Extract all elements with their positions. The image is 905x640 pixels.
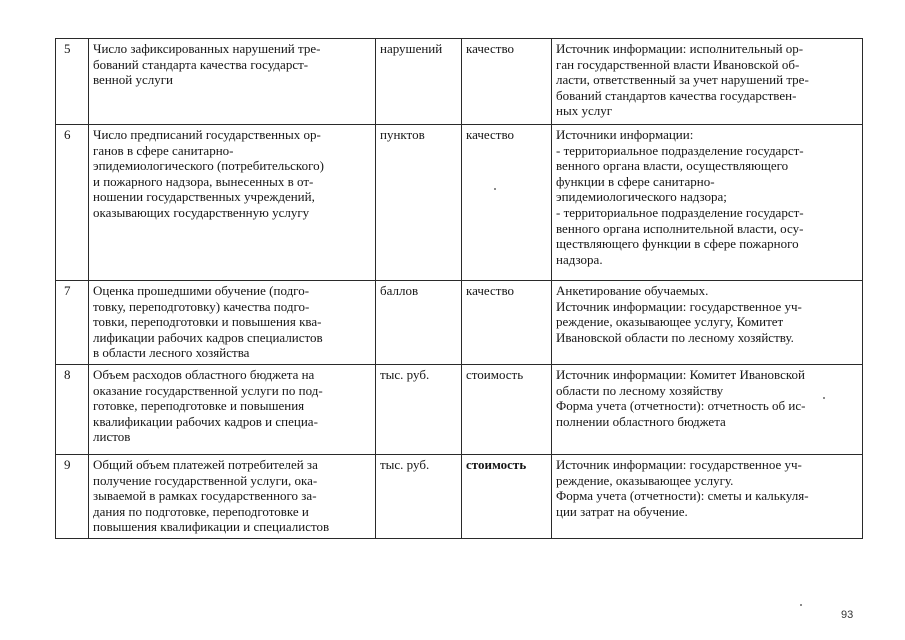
type-cell: [462, 365, 552, 455]
source-line: Источники информации:: [556, 127, 694, 142]
row-number: 9: [56, 455, 89, 539]
source-line: реждение, оказывающее услугу.: [556, 472, 734, 488]
source-line: Форма учета (отчетности): отчетность об ис-: [556, 398, 806, 414]
unit-text: нарушений: [380, 41, 443, 56]
indicator-name-line: повышения квалификации и специалистов: [93, 519, 330, 535]
source-line: надзора.: [556, 251, 603, 267]
source-line: ществляющего функции в сфере пожарного: [556, 236, 799, 252]
indicator-name-line: квалификации рабочих кадров и специа-: [93, 413, 318, 429]
unit-cell: [376, 281, 462, 365]
table-row: [56, 365, 863, 455]
source-line: Источник информации: государственное уч-: [556, 298, 802, 314]
indicator-name-line: и пожарного надзора, вынесенных в от-: [93, 173, 314, 189]
source-line: ных услуг: [556, 103, 613, 119]
indicator-name-line: получение государственной услуги, ока-: [93, 472, 318, 488]
source-line: Источник информации: Комитет Ивановской: [556, 367, 805, 382]
indicator-name-line: ганов в сфере санитарно-: [93, 142, 234, 158]
indicator-name-line: Общий объем платежей потребителей за: [93, 457, 318, 472]
source-line: функции в сфере санитарно-: [556, 173, 715, 189]
indicator-name-line: оказание государственной услуги по под-: [93, 382, 323, 398]
table-row: [56, 39, 863, 125]
indicator-name-line: зываемой в рамках государственного за-: [93, 488, 317, 504]
source-cell: [552, 39, 863, 125]
unit-cell: [376, 455, 462, 539]
source-line: - территориальное подразделение государст-: [556, 142, 804, 158]
source-line: - территориальное подразделение государст-: [556, 204, 804, 220]
unit-cell: [376, 125, 462, 281]
indicator-name-line: дания по подготовке, переподготовке и: [93, 503, 309, 519]
type-text: качество: [466, 283, 515, 298]
source-line: Форма учета (отчетности): сметы и калькуля-: [556, 488, 809, 504]
indicator-name: [89, 125, 376, 281]
indicator-name: [89, 39, 376, 125]
source-line: полнении областного бюджета: [556, 413, 726, 429]
source-line: бований стандартов качества государствен-: [556, 87, 797, 103]
indicator-name-line: бований стандарта качества государст-: [93, 56, 309, 72]
source-cell: [552, 281, 863, 365]
scan-speck: [494, 188, 496, 190]
source-line: Ивановской области по лесному хозяйству.: [556, 329, 794, 345]
type-cell: [462, 125, 552, 281]
source-cell: [552, 365, 863, 455]
indicator-name-line: Оценка прошедшими обучение (подго-: [93, 283, 310, 298]
unit-text: тыс. руб.: [380, 367, 430, 382]
indicator-name-line: товки, переподготовки и повышения ква-: [93, 314, 322, 330]
indicator-name: [89, 281, 376, 365]
source-cell: [552, 125, 863, 281]
unit-text: пунктов: [380, 127, 425, 142]
row-number: 5: [56, 39, 89, 125]
source-line: ласти, ответственный за учет нарушений тре-: [556, 72, 809, 88]
indicator-name-line: Число предписаний государственных ор-: [93, 127, 321, 142]
type-cell: [462, 455, 552, 539]
scan-speck: [823, 397, 825, 399]
unit-text: тыс. руб.: [380, 457, 430, 472]
row-number: 7: [56, 281, 89, 365]
source-line: венного органа исполнительной власти, осу-: [556, 220, 804, 236]
indicator-name-line: листов: [93, 429, 131, 445]
indicator-name-line: Объем расходов областного бюджета на: [93, 367, 315, 382]
unit-cell: [376, 39, 462, 125]
indicator-name-line: лификации рабочих кадров специалистов: [93, 329, 323, 345]
type-cell: [462, 39, 552, 125]
source-line: реждение, оказывающее услугу, Комитет: [556, 314, 784, 330]
row-number: 6: [56, 125, 89, 281]
type-text: стоимость: [466, 367, 524, 382]
source-line: ции затрат на обучение.: [556, 503, 688, 519]
indicator-name-line: готовке, переподготовке и повышения: [93, 398, 305, 414]
row-number: 8: [56, 365, 89, 455]
source-line: ган государственной власти Ивановской об-: [556, 56, 800, 72]
type-cell: [462, 281, 552, 365]
indicator-name-line: эпидемиологического (потребительского): [93, 158, 324, 174]
table-row: [56, 125, 863, 281]
unit-text: баллов: [380, 283, 419, 298]
table-row: [56, 455, 863, 539]
indicator-name-line: ношении государственных учреждений,: [93, 189, 315, 205]
type-text: качество: [466, 41, 515, 56]
source-line: области по лесному хозяйству: [556, 382, 724, 398]
indicator-table: [55, 38, 863, 539]
indicator-name: [89, 455, 376, 539]
table-body: [56, 39, 863, 539]
table-row: [56, 281, 863, 365]
indicator-name-line: венной услуги: [93, 72, 173, 88]
source-line: Источник информации: исполнительный ор-: [556, 41, 804, 56]
indicator-name: [89, 365, 376, 455]
type-text: качество: [466, 127, 515, 142]
scan-speck: [800, 604, 802, 606]
source-line: Источник информации: государственное уч-: [556, 457, 802, 472]
source-line: эпидемиологического надзора;: [556, 189, 727, 205]
indicator-name-line: товку, переподготовку) качества подго-: [93, 298, 310, 314]
source-line: венного органа власти, осуществляющего: [556, 158, 789, 174]
unit-cell: [376, 365, 462, 455]
source-line: Анкетирование обучаемых.: [556, 283, 709, 298]
source-cell: [552, 455, 863, 539]
indicator-name-line: Число зафиксированных нарушений тре-: [93, 41, 321, 56]
indicator-name-line: в области лесного хозяйства: [93, 345, 250, 361]
indicator-name-line: оказывающих государственную услугу: [93, 204, 310, 220]
page-number: 93: [841, 609, 854, 621]
type-text: стоимость: [466, 457, 527, 472]
